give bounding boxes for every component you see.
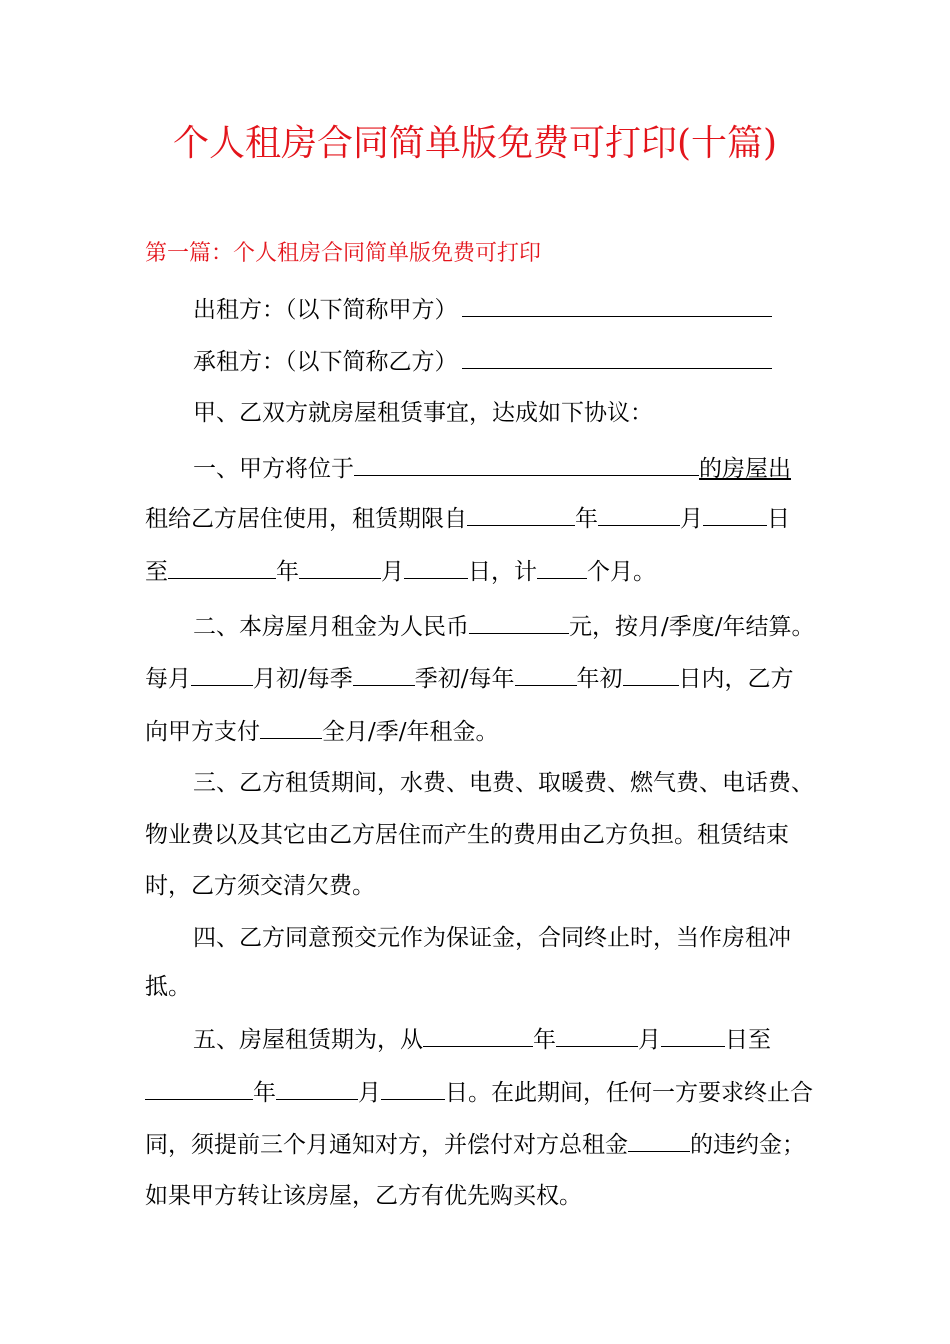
line-text: 五、房屋租赁期为，从 (193, 1027, 423, 1053)
line-text: 日 (767, 506, 790, 532)
paragraph-line: 如果甲方转让该房屋，乙方有优先购买权。 (145, 1183, 582, 1209)
paragraph-line: 三、乙方租赁期间，水费、电费、取暖费、燃气费、电话费、 (193, 770, 814, 796)
paragraph-line (145, 1126, 805, 1162)
line-text: 的房屋出 (699, 456, 791, 482)
line-text: 年 (253, 1080, 276, 1106)
line-text: 月 (381, 559, 404, 585)
line-text: 日，计 (468, 559, 537, 585)
fill-in-blank (276, 1074, 358, 1100)
line-text: 至 (145, 559, 168, 585)
line-text: 年 (276, 559, 299, 585)
line-text: 二、本房屋月租金为人民币 (193, 614, 469, 640)
fill-in-blank (423, 1021, 533, 1047)
line-text: 元，按月/季度/年结算。 (569, 614, 815, 640)
fill-in-blank (537, 553, 587, 579)
line-text: 个月。 (587, 559, 656, 585)
section-heading: 第一篇：个人租房合同简单版免费可打印 (145, 241, 542, 266)
fill-in-blank (145, 1074, 253, 1100)
line-text: 全月/季/年租金。 (322, 719, 499, 745)
line-text: 年初 (576, 666, 623, 692)
paragraph-line (193, 1021, 771, 1057)
paragraph-line (193, 450, 791, 486)
fill-in-blank (404, 553, 468, 579)
fill-in-blank (515, 660, 577, 686)
line-text: 月初/每季 (253, 666, 353, 692)
line-text: 季初/每年 (414, 666, 515, 692)
line-text: 承租方：（以下简称乙方） (193, 349, 458, 375)
fill-in-blank (556, 1021, 638, 1047)
fill-in-blank (191, 660, 253, 686)
paragraph-line (145, 553, 656, 589)
line-text: 年 (575, 506, 598, 532)
fill-in-blank (661, 1021, 725, 1047)
line-text: 日内，乙方 (678, 666, 794, 692)
line-text: 月 (358, 1080, 381, 1106)
fill-in-blank (353, 660, 415, 686)
paragraph-line (193, 291, 772, 327)
paragraph-line: 四、乙方同意预交元作为保证金，合同终止时，当作房租冲 (193, 925, 791, 951)
paragraph-line: 抵。 (145, 974, 191, 1000)
line-text: 租给乙方居住使用，租赁期限自 (145, 506, 467, 532)
line-text: 日至 (725, 1027, 771, 1053)
fill-in-blank (299, 553, 381, 579)
line-text: 一、甲方将位于 (193, 456, 354, 482)
fill-in-blank (467, 500, 575, 526)
line-text: 年 (533, 1027, 556, 1053)
line-text: 日。在此期间，任何一方要求终止合 (445, 1080, 813, 1106)
line-text: 月 (680, 506, 703, 532)
document-title: 个人租房合同简单版免费可打印(十篇) (172, 123, 778, 164)
paragraph-line (145, 713, 499, 749)
paragraph-line (193, 343, 772, 379)
line-text: 出租方：（以下简称甲方） (193, 297, 458, 323)
fill-in-blank (354, 450, 699, 476)
line-text: 每月 (145, 666, 191, 692)
fill-in-blank (260, 713, 322, 739)
paragraph-line (193, 608, 815, 644)
fill-in-blank (598, 500, 680, 526)
fill-in-blank (381, 1074, 445, 1100)
paragraph-line: 甲、乙双方就房屋租赁事宜，达成如下协议： (193, 400, 653, 426)
fill-in-blank (703, 500, 767, 526)
fill-in-blank (628, 1126, 690, 1152)
paragraph-line (145, 1074, 813, 1110)
line-text: 的违约金； (690, 1132, 805, 1158)
fill-in-blank (462, 343, 772, 369)
line-text: 向甲方支付 (145, 719, 260, 745)
fill-in-blank (462, 291, 772, 317)
line-text: 月 (638, 1027, 661, 1053)
paragraph-line (145, 500, 790, 536)
fill-in-blank (623, 660, 679, 686)
paragraph-line: 时，乙方须交清欠费。 (145, 873, 375, 899)
paragraph-line (145, 660, 794, 696)
paragraph-line: 物业费以及其它由乙方居住而产生的费用由乙方负担。租赁结束 (145, 822, 789, 848)
fill-in-blank (469, 608, 569, 634)
line-text: 同，须提前三个月通知对方，并偿付对方总租金 (145, 1132, 628, 1158)
fill-in-blank (168, 553, 276, 579)
